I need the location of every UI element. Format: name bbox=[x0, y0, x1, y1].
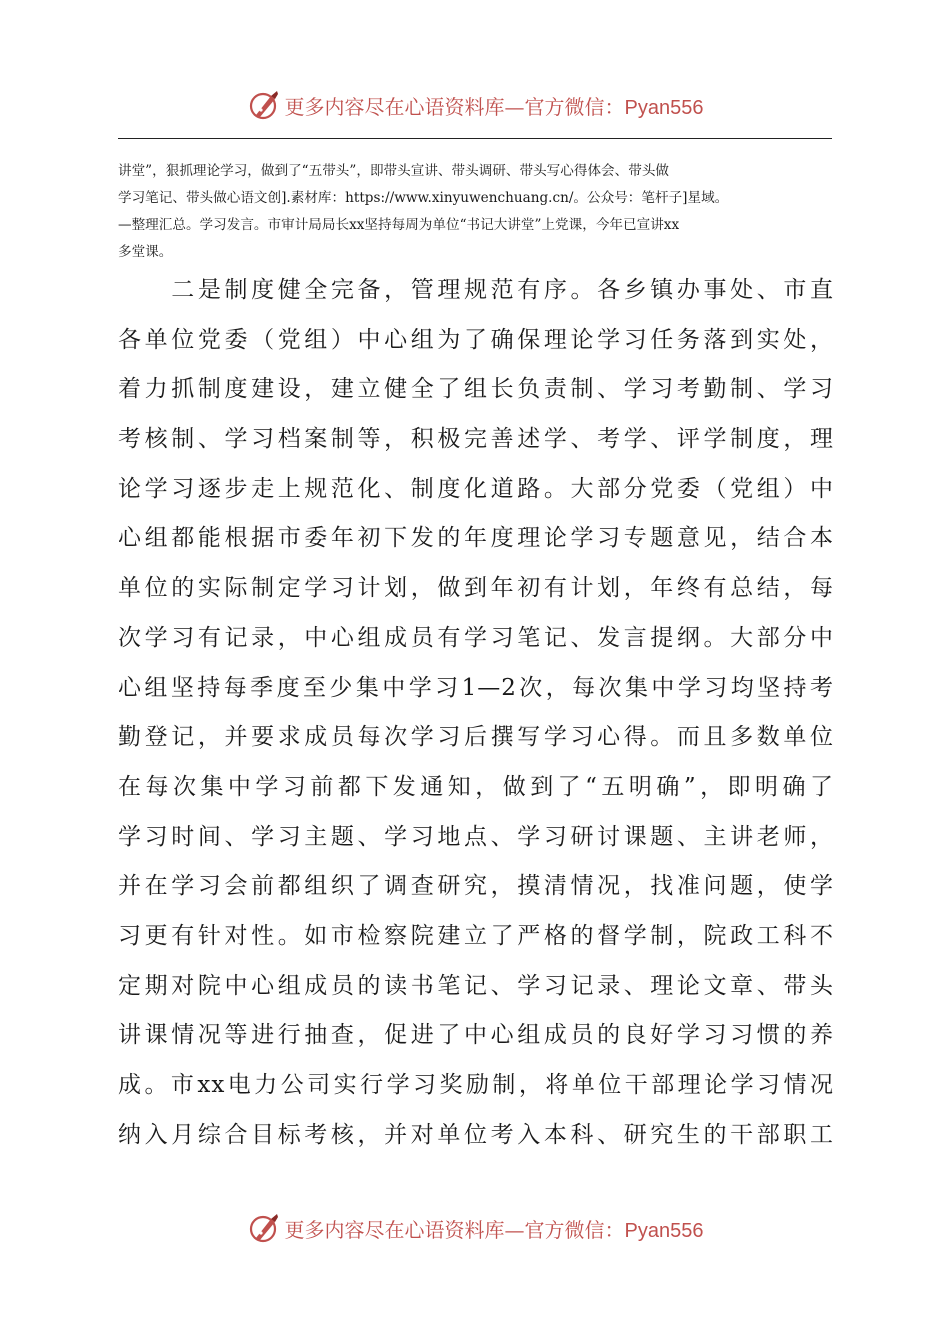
body-line: 考核制、学习档案制等，积极完善述学、考学、评学制度，理 bbox=[118, 426, 834, 453]
note-line: 讲堂”，狠抓理论学习，做到了“五带头”，即带头宣讲、带头调研、带头写心得体会、带头做 bbox=[118, 163, 670, 179]
note-line: 学习笔记、带头做心语文创].素材库：https://www.xinyuwenchuang.cn/。公众号：笔杆子]星域。 bbox=[118, 190, 729, 206]
note-paragraph bbox=[118, 158, 834, 266]
body-line: 论学习逐步走上规范化、制度化道路。大部分党委（党组）中 bbox=[118, 475, 834, 502]
body-paragraph bbox=[118, 266, 834, 1160]
body-line: 各单位党委（党组）中心组为了确保理论学习任务落到实处， bbox=[118, 326, 834, 353]
body-line: 二是制度健全完备，管理规范有序。各乡镇办事处、市直 bbox=[118, 277, 834, 303]
body-line: 在每次集中学习前都下发通知，做到了“五明确”，即明确了 bbox=[118, 773, 834, 800]
note-line: —整理汇总。学习发言。市审计局局长xx坚持每周为单位“书记大讲堂”上党课，今年已宣讲xx bbox=[118, 217, 680, 233]
body-line: 纳入月综合目标考核，并对单位考入本科、研究生的干部职工 bbox=[118, 1121, 834, 1148]
footer-banner bbox=[0, 1203, 950, 1253]
pen-logo-icon bbox=[247, 1211, 281, 1245]
body-line: 着力抓制度建设，建立健全了组长负责制、学习考勤制、学习 bbox=[118, 376, 834, 403]
body-line: 心组坚持每季度至少集中学习1—2次，每次集中学习均坚持考 bbox=[118, 674, 834, 701]
body-line: 定期对院中心组成员的读书笔记、学习记录、理论文章、带头 bbox=[118, 972, 834, 999]
header-banner-text: 更多内容尽在心语资料库—官方微信：Pyan556 bbox=[284, 94, 704, 119]
body-line: 学习时间、学习主题、学习地点、学习研讨课题、主讲老师， bbox=[118, 823, 834, 850]
body-line: 心组都能根据市委年初下发的年度理论学习专题意见，结合本 bbox=[118, 525, 834, 552]
body-line: 次学习有记录，中心组成员有学习笔记、发言提纲。大部分中 bbox=[118, 624, 834, 651]
footer-banner-text: 更多内容尽在心语资料库—官方微信：Pyan556 bbox=[284, 1217, 704, 1242]
note-line: 多堂课。 bbox=[118, 244, 173, 260]
header-banner bbox=[0, 80, 950, 130]
header-divider bbox=[118, 138, 832, 139]
body-line: 并在学习会前都组织了调查研究，摸清情况，找准问题，使学 bbox=[118, 873, 834, 900]
footer-wechat-id: Pyan556 bbox=[624, 1219, 704, 1242]
pen-logo-icon bbox=[247, 88, 281, 122]
header-wechat-id: Pyan556 bbox=[624, 96, 704, 119]
body-line: 成。市xx电力公司实行学习奖励制，将单位干部理论学习情况 bbox=[118, 1072, 834, 1098]
body-line: 勤登记，并要求成员每次学习后撰写学习心得。而且多数单位 bbox=[118, 724, 834, 751]
body-line: 单位的实际制定学习计划，做到年初有计划，年终有总结，每 bbox=[118, 575, 834, 602]
body-line: 讲课情况等进行抽查，促进了中心组成员的良好学习习惯的养 bbox=[118, 1022, 834, 1049]
body-line: 习更有针对性。如市检察院建立了严格的督学制，院政工科不 bbox=[118, 922, 834, 949]
